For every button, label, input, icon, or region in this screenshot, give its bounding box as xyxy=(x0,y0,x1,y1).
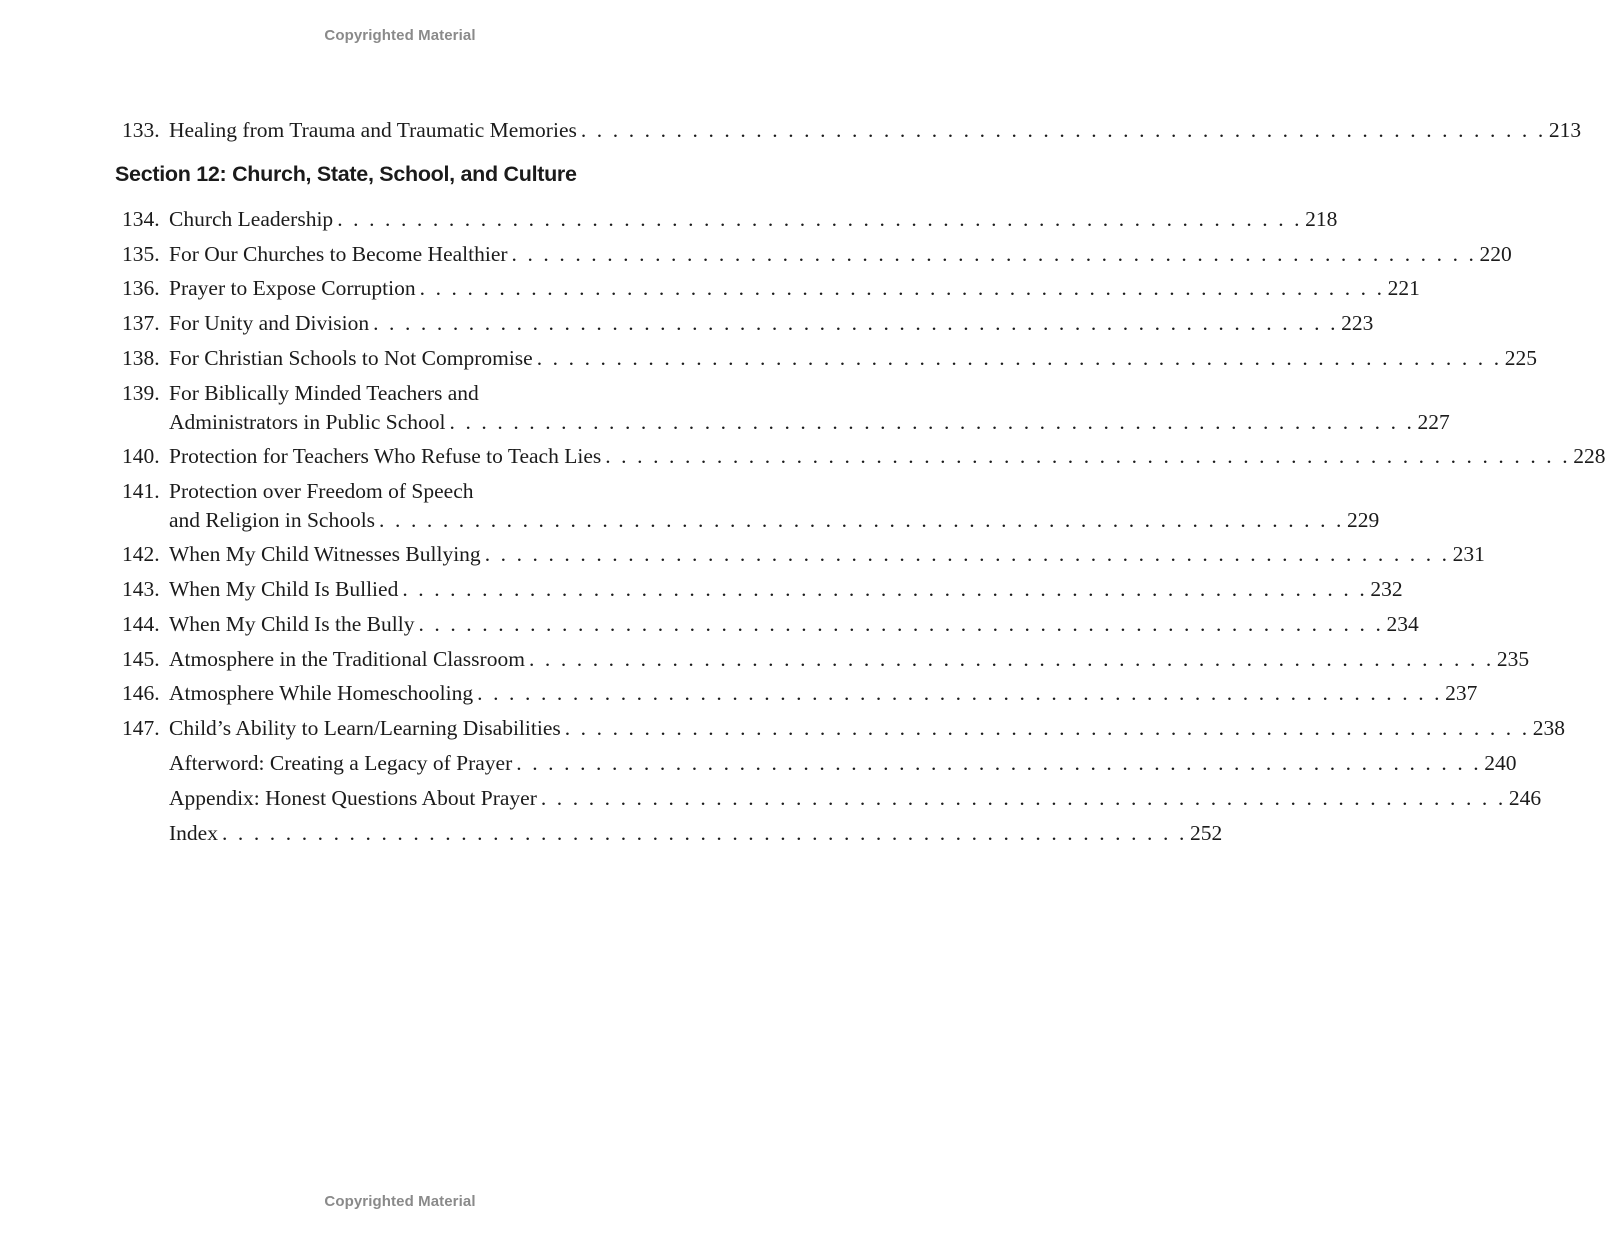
toc-entry-title: When My Child Is Bullied xyxy=(169,577,399,601)
toc-entry-144 xyxy=(122,609,1419,639)
toc-entry-number: 146. xyxy=(122,681,160,705)
toc-entry-title: Church Leadership xyxy=(169,207,334,231)
toc-entry-title: Atmosphere in the Traditional Classroom xyxy=(169,647,525,671)
toc-entry-title: Healing from Trauma and Traumatic Memories xyxy=(169,118,577,142)
dot-leader: . . . . . . . . . . . . . . . . . . . . . . . . . . . . . . . . . . . . . . . . . . . . . . . . . . . . . . . . . . . . . xyxy=(540,786,1506,810)
toc-entry-page: 221 xyxy=(1387,276,1420,300)
dot-leader: . . . . . . . . . . . . . . . . . . . . . . . . . . . . . . . . . . . . . . . . . . . . . . . . . . . . . . . . . . . . . xyxy=(402,577,1368,601)
toc-entry-title: For Our Churches to Become Healthier xyxy=(169,242,508,266)
toc-entry-title: When My Child Is the Bully xyxy=(169,612,415,636)
toc-entry-number: 133. xyxy=(122,118,160,142)
toc-entry-number: 142. xyxy=(122,542,160,566)
toc-entry-number: 138. xyxy=(122,346,160,370)
toc-entry-afterword xyxy=(122,748,1517,778)
toc-entry-147 xyxy=(122,713,1565,743)
toc-entry-page: 213 xyxy=(1548,118,1582,142)
toc-entry-page: 228 xyxy=(1573,444,1605,468)
toc-entry-title: For Unity and Division xyxy=(169,311,370,335)
toc-entry-page: 238 xyxy=(1532,716,1565,740)
toc-entry-page: 246 xyxy=(1508,786,1542,810)
toc-entry-number: 143. xyxy=(122,577,160,601)
toc-entry-appendix xyxy=(122,783,1542,813)
toc-entry-145 xyxy=(122,644,1530,674)
toc-entry-143 xyxy=(122,574,1403,604)
toc-entry-135 xyxy=(122,239,1512,269)
toc-entry-page: 234 xyxy=(1386,612,1419,636)
copyright-watermark-top: Copyrighted Material xyxy=(324,27,476,44)
dot-leader: . . . . . . . . . . . . . . . . . . . . . . . . . . . . . . . . . . . . . . . . . . . . . . . . . . . . . . . . . . . . . xyxy=(477,681,1443,705)
toc-entry-number: 145. xyxy=(122,647,160,671)
toc-entry-136 xyxy=(122,273,1420,303)
toc-entry-number: 147. xyxy=(122,716,160,740)
toc-entry-page: 237 xyxy=(1445,681,1478,705)
toc-entry-page: 235 xyxy=(1496,647,1530,671)
toc-entry-page: 229 xyxy=(1347,508,1380,532)
dot-leader: . . . . . . . . . . . . . . . . . . . . . . . . . . . . . . . . . . . . . . . . . . . . . . . . . . . . . . . . . . . . . xyxy=(484,542,1450,566)
toc-entry-title: Appendix: Honest Questions About Prayer xyxy=(169,786,537,810)
dot-leader: . . . . . . . . . . . . . . . . . . . . . . . . . . . . . . . . . . . . . . . . . . . . . . . . . . . . . . . . . . . . . xyxy=(516,751,1482,775)
toc-entry-134 xyxy=(122,204,1338,234)
toc-entry-number: 139. xyxy=(122,381,160,405)
dot-leader: . . . . . . . . . . . . . . . . . . . . . . . . . . . . . . . . . . . . . . . . . . . . . . . . . . . . . . . . . . . . . xyxy=(419,276,1385,300)
toc-entry-page: 220 xyxy=(1479,242,1512,266)
toc-entry-title-line1: Protection over Freedom of Speech xyxy=(169,479,474,503)
toc-entry-140 xyxy=(122,441,1605,471)
toc-entry-page: 232 xyxy=(1370,577,1403,601)
toc-entry-title: When My Child Witnesses Bullying xyxy=(169,542,481,566)
section-heading: Section 12: Church, State, School, and Culture xyxy=(115,162,577,186)
dot-leader: . . . . . . . . . . . . . . . . . . . . . . . . . . . . . . . . . . . . . . . . . . . . . . . . . . . . . . . . . . . . . xyxy=(449,410,1415,434)
toc-entry-141 xyxy=(122,476,1380,536)
toc-entry-title: Protection for Teachers Who Refuse to Teach Lies xyxy=(169,444,602,468)
dot-leader: . . . . . . . . . . . . . . . . . . . . . . . . . . . . . . . . . . . . . . . . . . . . . . . . . . . . . . . . . . . . . xyxy=(511,242,1477,266)
dot-leader: . . . . . . . . . . . . . . . . . . . . . . . . . . . . . . . . . . . . . . . . . . . . . . . . . . . . . . . . . . . . . xyxy=(536,346,1502,370)
toc-entry-137 xyxy=(122,308,1374,338)
dot-leader: . . . . . . . . . . . . . . . . . . . . . . . . . . . . . . . . . . . . . . . . . . . . . . . . . . . . . . . . . . . . . xyxy=(373,311,1339,335)
toc-entry-page: 225 xyxy=(1504,346,1537,370)
toc-entry-title: Prayer to Expose Corruption xyxy=(169,276,416,300)
toc-entry-page: 240 xyxy=(1484,751,1517,775)
toc-entry-139 xyxy=(122,378,1450,438)
toc-entry-page: 223 xyxy=(1341,311,1374,335)
toc-entry-title: For Christian Schools to Not Compromise xyxy=(169,346,533,370)
toc-entry-number: 134. xyxy=(122,207,160,231)
toc-entry-number: 137. xyxy=(122,311,160,335)
toc-entry-number: 141. xyxy=(122,479,160,503)
toc-entry-number: 135. xyxy=(122,242,160,266)
copyright-watermark-bottom: Copyrighted Material xyxy=(324,1193,476,1210)
toc-entry-number: 136. xyxy=(122,276,160,300)
toc-entry-page: 231 xyxy=(1452,542,1485,566)
dot-leader: . . . . . . . . . . . . . . . . . . . . . . . . . . . . . . . . . . . . . . . . . . . . . . . . . . . . . . . . . . . . . xyxy=(580,118,1546,142)
toc-entry-title: Child’s Ability to Learn/Learning Disabilities xyxy=(169,716,561,740)
dot-leader: . . . . . . . . . . . . . . . . . . . . . . . . . . . . . . . . . . . . . . . . . . . . . . . . . . . . . . . . . . . . . xyxy=(337,207,1303,231)
toc-entry-page: 227 xyxy=(1417,410,1450,434)
toc-entry-page: 218 xyxy=(1305,207,1338,231)
toc-entry-title: and Religion in Schools xyxy=(169,508,376,532)
toc-entry-title-line1: For Biblically Minded Teachers and xyxy=(169,381,479,405)
dot-leader: . . . . . . . . . . . . . . . . . . . . . . . . . . . . . . . . . . . . . . . . . . . . . . . . . . . . . . . . . . . . . xyxy=(605,444,1571,468)
toc-entry-index xyxy=(122,818,1223,848)
toc-entry-138 xyxy=(122,343,1537,373)
toc-entry-title: Afterword: Creating a Legacy of Prayer xyxy=(169,751,513,775)
dot-leader: . . . . . . . . . . . . . . . . . . . . . . . . . . . . . . . . . . . . . . . . . . . . . . . . . . . . . . . . . . . . . xyxy=(418,612,1384,636)
toc-entry-number: 140. xyxy=(122,444,160,468)
dot-leader: . . . . . . . . . . . . . . . . . . . . . . . . . . . . . . . . . . . . . . . . . . . . . . . . . . . . . . . . . . . . . xyxy=(528,647,1494,671)
dot-leader: . . . . . . . . . . . . . . . . . . . . . . . . . . . . . . . . . . . . . . . . . . . . . . . . . . . . . . . . . . . . . xyxy=(379,508,1345,532)
toc-entry-133 xyxy=(122,115,1582,145)
toc-entry-title: Administrators in Public School xyxy=(169,410,446,434)
toc-entry-142 xyxy=(122,539,1485,569)
toc-entry-number: 144. xyxy=(122,612,160,636)
toc-entry-title: Atmosphere While Homeschooling xyxy=(169,681,474,705)
dot-leader: . . . . . . . . . . . . . . . . . . . . . . . . . . . . . . . . . . . . . . . . . . . . . . . . . . . . . . . . . . . . . xyxy=(221,821,1187,845)
dot-leader: . . . . . . . . . . . . . . . . . . . . . . . . . . . . . . . . . . . . . . . . . . . . . . . . . . . . . . . . . . . . . xyxy=(564,716,1530,740)
toc-entry-title: Index xyxy=(169,821,218,845)
toc-entry-page: 252 xyxy=(1189,821,1223,845)
toc-entry-146 xyxy=(122,678,1478,708)
